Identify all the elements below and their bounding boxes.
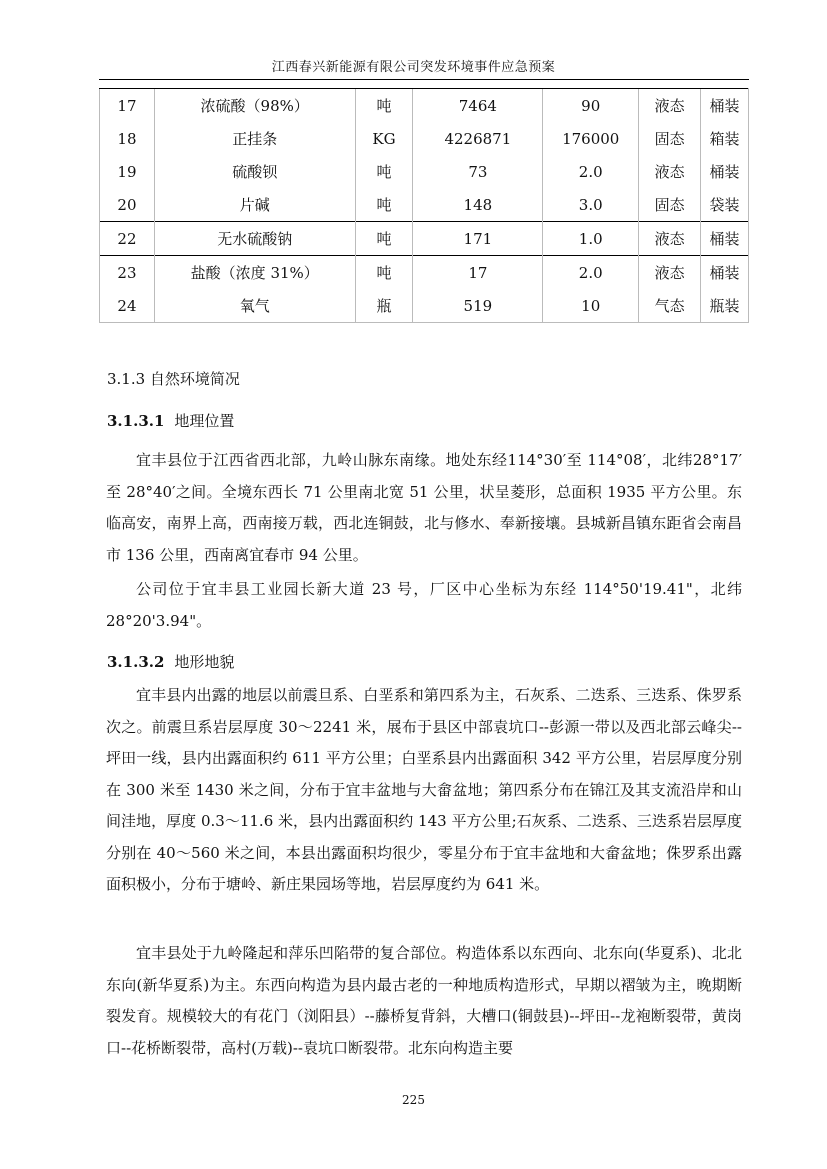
table-cell: 浓硫酸（98%） [154,89,355,123]
table-row [100,222,749,256]
header-rule [99,79,749,80]
table-cell: 22 [100,222,155,256]
table-cell: 吨 [355,188,413,222]
table-row [100,256,749,290]
table-cell: 袋装 [701,188,749,222]
paragraph-strata: 宜丰县内出露的地层以前震旦系、白垩系和第四系为主，石灰系、二迭系、三迭系、侏罗系次之。前震旦系岩层厚度 30～2241 米，展布于县区中部袁坑口--彭源一带以及西北部云峰尖--坪田一线，县内出露面积约 611 平方公里；白垩系县内出露面积 342 平方公里，岩层厚度分别在 300 米至 1430 米之间，分布于宜丰盆地与大畲盆地；第四系分布在锦江及其支流沿岸和山间洼地，厚度 0.3～11.6 米，县内出露面积约 143 平方公里;石灰系、二迭系、三迭系岩层厚度分别在 40～560 米之间，本县出露面积均很少，零星分布于宜丰盆地和大畲盆地；侏罗系出露面积极小，分布于塘岭、新庄果园场等地，岩层厚度约为 641 米。 [106,686,742,893]
table-cell: 正挂条 [154,122,355,155]
table-cell: 17 [413,256,543,290]
table-cell: 2.0 [543,256,639,290]
table-cell: 桶装 [701,256,749,290]
table-row [100,122,749,155]
subsection-number: 3.1.3.1 [107,412,165,430]
paragraph-location: 宜丰县位于江西省西北部，九岭山脉东南缘。地处东经114°30′至 114°08′，北纬28°17′至 28°40′之间。全境东西长 71 公里南北宽 51 公里，状呈菱形，总面积 1935 平方公里。东临高安，南界上高，西南接万载，西北连铜鼓，北与修水、奉新接壤。县城新昌镇东距省会南昌市 136 公里，西南离宜春市 94 公里。 [106,451,742,564]
table-cell: 1.0 [543,222,639,256]
table-cell: 瓶 [355,289,413,323]
table-cell: 17 [100,89,155,123]
table-cell: 箱装 [701,122,749,155]
table-cell: 73 [413,155,543,188]
table-cell: 90 [543,89,639,123]
subsection-title: 地形地貌 [174,653,235,671]
subsection-heading-location [107,410,234,431]
table-cell: 吨 [355,222,413,256]
table-cell: 液态 [639,89,701,123]
table-cell: 24 [100,289,155,323]
table-row [100,188,749,222]
paragraph-company-location: 公司位于宜丰县工业园长新大道 23 号，厂区中心坐标为东经 114°50'19.41"，北纬 28°20'3.94"。 [106,580,742,630]
table-cell: 盐酸（浓度 31%） [154,256,355,290]
table-cell: 瓶装 [701,289,749,323]
table-row [100,89,749,123]
running-header: 江西春兴新能源有限公司突发环境事件应急预案 [271,60,556,75]
table-cell: 无水硫酸钠 [154,222,355,256]
subsection-number: 3.1.3.2 [107,653,165,671]
paragraph-structure: 宜丰县处于九岭隆起和萍乐凹陷带的复合部位。构造体系以东西向、北东向(华夏系)、北北东向(新华夏系)为主。东西向构造为县内最古老的一种地质构造形式，早期以褶皱为主，晚期断裂发育。规模较大的有花门（浏阳县）--藤桥复背斜，大槽口(铜鼓县)--坪田--龙袍断裂带，黄岗口--花桥断裂带，高村(万载)--袁坑口断裂带。北东向构造主要 [106,944,742,1057]
table-row [100,155,749,188]
table-cell: 19 [100,155,155,188]
table-row [100,289,749,323]
table-cell: 吨 [355,89,413,123]
section-heading: 3.1.3 自然环境简况 [107,370,240,388]
table-cell: 176000 [543,122,639,155]
table-cell: 7464 [413,89,543,123]
table-cell: 171 [413,222,543,256]
table-cell: 3.0 [543,188,639,222]
table-cell: 148 [413,188,543,222]
page-number: 225 [402,1093,425,1107]
table-cell: 固态 [639,122,701,155]
table-cell: 18 [100,122,155,155]
subsection-title: 地理位置 [174,412,235,430]
table-cell: 2.0 [543,155,639,188]
table-cell: 液态 [639,155,701,188]
table-cell: 桶装 [701,222,749,256]
table-cell: 液态 [639,222,701,256]
table-cell: 氧气 [154,289,355,323]
table-cell: 4226871 [413,122,543,155]
materials-table [99,88,749,323]
table-cell: 片碱 [154,188,355,222]
table-cell: 液态 [639,256,701,290]
table-cell: 气态 [639,289,701,323]
table-cell: KG [355,122,413,155]
table-cell: 固态 [639,188,701,222]
table-cell: 519 [413,289,543,323]
table-cell: 桶装 [701,155,749,188]
subsection-heading-terrain [107,651,234,672]
table-cell: 桶装 [701,89,749,123]
table-cell: 硫酸钡 [154,155,355,188]
table-cell: 吨 [355,155,413,188]
table-cell: 10 [543,289,639,323]
table-cell: 23 [100,256,155,290]
table-cell: 20 [100,188,155,222]
table-cell: 吨 [355,256,413,290]
